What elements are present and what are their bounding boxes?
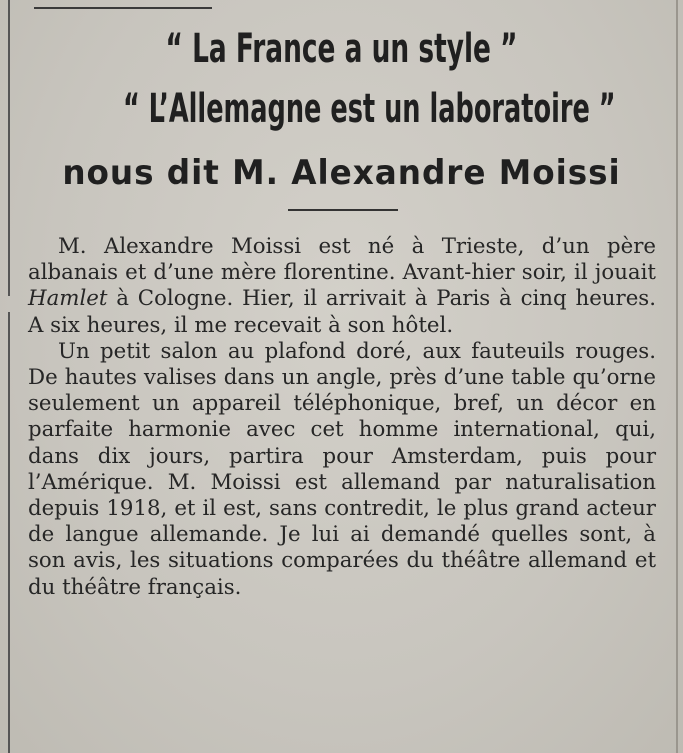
play-title: Hamlet	[28, 286, 108, 312]
paragraph-2: Un petit salon au plafond doré, aux fauteuils rouges. De hautes valises dans un angle, près d’une table qu’orne seulement un appareil téléphonique, bref, un décor en parfaite harmonie avec cet homme international, qui, dans dix jours, partira pour Amsterdam, puis pour l’Amérique. M. Moissi est allemand par naturalisation depuis 1918, et il est, sans contredit, le plus grand acteur de langue allemande. Je lui ai demandé quelles sont, à son avis, les situations comparées du théâtre allemand et du théâtre français.	[28, 338, 656, 600]
top-rule	[34, 7, 212, 9]
headline-line-2: “ L’Allemagne est un laboratoire ”	[122, 86, 616, 132]
headline-separator	[288, 209, 398, 211]
paragraph-1	[28, 234, 656, 339]
byline-headline: nous dit M. Alexandre Moissi	[62, 153, 621, 193]
article-body	[28, 234, 656, 601]
column-rule-lower	[8, 312, 10, 753]
right-edge-rule	[676, 0, 678, 753]
headline-line-1: “ La France a un style ”	[165, 26, 518, 72]
paragraph-1-start: M. Alexandre Moissi est né à Trieste, d’un père albanais et d’une mère florentine. Avant-hier soir, il jouait	[28, 234, 656, 286]
column-rule-upper	[8, 0, 10, 296]
paragraph-1-end: à Cologne. Hier, il arrivait à Paris à cinq heures. A six heures, il me recevait à son hôtel.	[28, 286, 656, 338]
